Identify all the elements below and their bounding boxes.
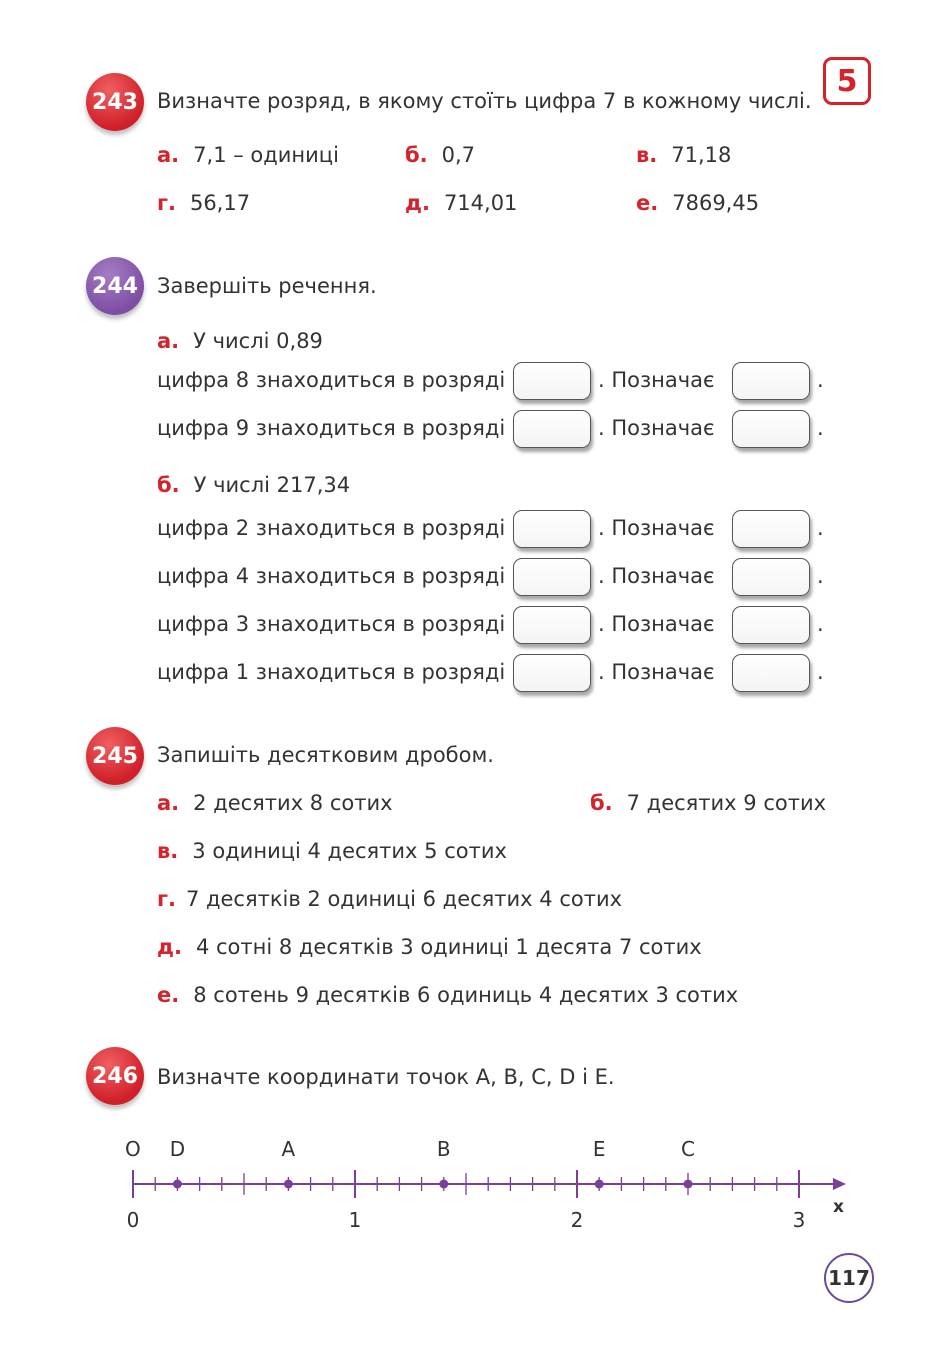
point-d xyxy=(173,1180,182,1189)
tick-labels xyxy=(127,1208,806,1232)
row-text: цифра 1 знаходиться в розряді xyxy=(157,660,506,684)
item-value: 7 десятків 2 одиниці 6 десятих 4 сотих xyxy=(185,887,623,911)
row-end-text: . xyxy=(817,612,824,636)
list-item xyxy=(590,791,826,815)
item-letter: е. xyxy=(636,191,659,215)
task-instruction: Визначте координати точок A, B, C, D і E. xyxy=(157,1065,615,1089)
row-end-text: . xyxy=(817,416,824,440)
axis-arrow-icon xyxy=(833,1178,846,1190)
item-letter: д. xyxy=(405,191,430,215)
point-label: E xyxy=(592,1137,606,1161)
subtask-heading xyxy=(157,473,350,497)
answer-box[interactable] xyxy=(732,558,810,596)
number-line xyxy=(0,1130,935,1240)
item-value: 3 одиниці 4 десятих 5 сотих xyxy=(192,839,507,863)
answer-box[interactable] xyxy=(513,362,591,400)
point-label: D xyxy=(169,1137,186,1161)
item-letter: а. xyxy=(157,791,180,815)
list-item xyxy=(636,143,731,167)
origin-label: O xyxy=(125,1137,141,1161)
item-letter: а. xyxy=(157,329,180,353)
task-number-badge: 243 xyxy=(86,73,144,131)
row-mid-text: . Позначає xyxy=(598,564,715,588)
row-end-text: . xyxy=(817,368,824,392)
answer-box[interactable] xyxy=(732,654,810,692)
list-item xyxy=(157,143,339,167)
row-mid-text: . Позначає xyxy=(598,660,715,684)
item-value: 71,18 xyxy=(671,143,732,167)
chapter-marker: 5 xyxy=(823,57,871,105)
answer-box[interactable] xyxy=(732,362,810,400)
item-letter: б. xyxy=(157,473,180,497)
row-mid-text: . Позначає xyxy=(598,612,715,636)
page-number: 117 xyxy=(824,1253,874,1303)
answer-box[interactable] xyxy=(513,558,591,596)
tick-label: 0 xyxy=(126,1208,140,1232)
task-number-badge: 244 xyxy=(86,257,144,315)
answer-box[interactable] xyxy=(513,410,591,448)
item-letter: е. xyxy=(157,983,180,1007)
point-e xyxy=(595,1180,604,1189)
point-label: C xyxy=(681,1137,695,1161)
list-item xyxy=(157,983,738,1007)
points xyxy=(170,1137,695,1189)
list-item xyxy=(157,887,622,911)
item-value: 2 десятих 8 сотих xyxy=(193,791,393,815)
tick-label: 2 xyxy=(570,1208,584,1232)
item-letter: г. xyxy=(157,191,176,215)
point-a xyxy=(284,1180,293,1189)
task-instruction: Запишіть десятковим дробом. xyxy=(157,743,494,767)
row-text: цифра 8 знаходиться в розряді xyxy=(157,368,506,392)
tick-label: 3 xyxy=(792,1208,806,1232)
item-letter: д. xyxy=(157,935,182,959)
item-letter: а. xyxy=(157,143,180,167)
list-item xyxy=(157,191,250,215)
item-value: 4 сотні 8 десятків 3 одиниці 1 десята 7 сотих xyxy=(195,935,702,959)
answer-box[interactable] xyxy=(732,510,810,548)
row-text: цифра 3 знаходиться в розряді xyxy=(157,612,506,636)
row-mid-text: . Позначає xyxy=(598,516,715,540)
answer-box[interactable] xyxy=(732,410,810,448)
item-letter: в. xyxy=(157,839,179,863)
item-value: 0,7 xyxy=(441,143,476,167)
subtask-text: У числі 217,34 xyxy=(193,473,351,497)
item-value: 8 сотень 9 десятків 6 одиниць 4 десятих 3 сотих xyxy=(193,983,739,1007)
item-letter: б. xyxy=(405,143,428,167)
answer-box[interactable] xyxy=(513,654,591,692)
list-item xyxy=(405,143,475,167)
row-end-text: . xyxy=(817,660,824,684)
list-item xyxy=(157,791,393,815)
tick-label: 1 xyxy=(348,1208,362,1232)
row-mid-text: . Позначає xyxy=(598,416,715,440)
point-label: B xyxy=(436,1137,451,1161)
subtask-heading xyxy=(157,329,323,353)
task-instruction: Завершіть речення. xyxy=(157,274,377,298)
task-number-badge: 245 xyxy=(86,727,144,785)
item-letter: г. xyxy=(157,887,176,911)
answer-box[interactable] xyxy=(732,606,810,644)
row-end-text: . xyxy=(817,516,824,540)
item-value: 7,1 – одиниці xyxy=(193,143,339,167)
item-letter: в. xyxy=(636,143,658,167)
list-item xyxy=(405,191,517,215)
row-mid-text: . Позначає xyxy=(598,368,715,392)
item-value: 7 десятих 9 сотих xyxy=(626,791,827,815)
list-item xyxy=(157,839,507,863)
task-number-badge: 246 xyxy=(86,1047,144,1105)
row-text: цифра 9 знаходиться в розряді xyxy=(157,416,506,440)
point-b xyxy=(439,1180,448,1189)
row-text: цифра 2 знаходиться в розряді xyxy=(157,516,506,540)
axis-label: x xyxy=(833,1197,844,1217)
subtask-text: У числі 0,89 xyxy=(193,329,323,353)
item-value: 714,01 xyxy=(443,191,518,215)
list-item xyxy=(636,191,759,215)
point-c xyxy=(684,1180,693,1189)
answer-box[interactable] xyxy=(513,606,591,644)
item-letter: б. xyxy=(590,791,613,815)
point-label: A xyxy=(281,1137,296,1161)
list-item xyxy=(157,935,702,959)
row-text: цифра 4 знаходиться в розряді xyxy=(157,564,506,588)
task-instruction: Визначте розряд, в якому стоїть цифра 7 в кожному числі. xyxy=(157,89,812,113)
item-value: 56,17 xyxy=(189,191,251,215)
answer-box[interactable] xyxy=(513,510,591,548)
row-end-text: . xyxy=(817,564,824,588)
item-value: 7869,45 xyxy=(672,191,760,215)
